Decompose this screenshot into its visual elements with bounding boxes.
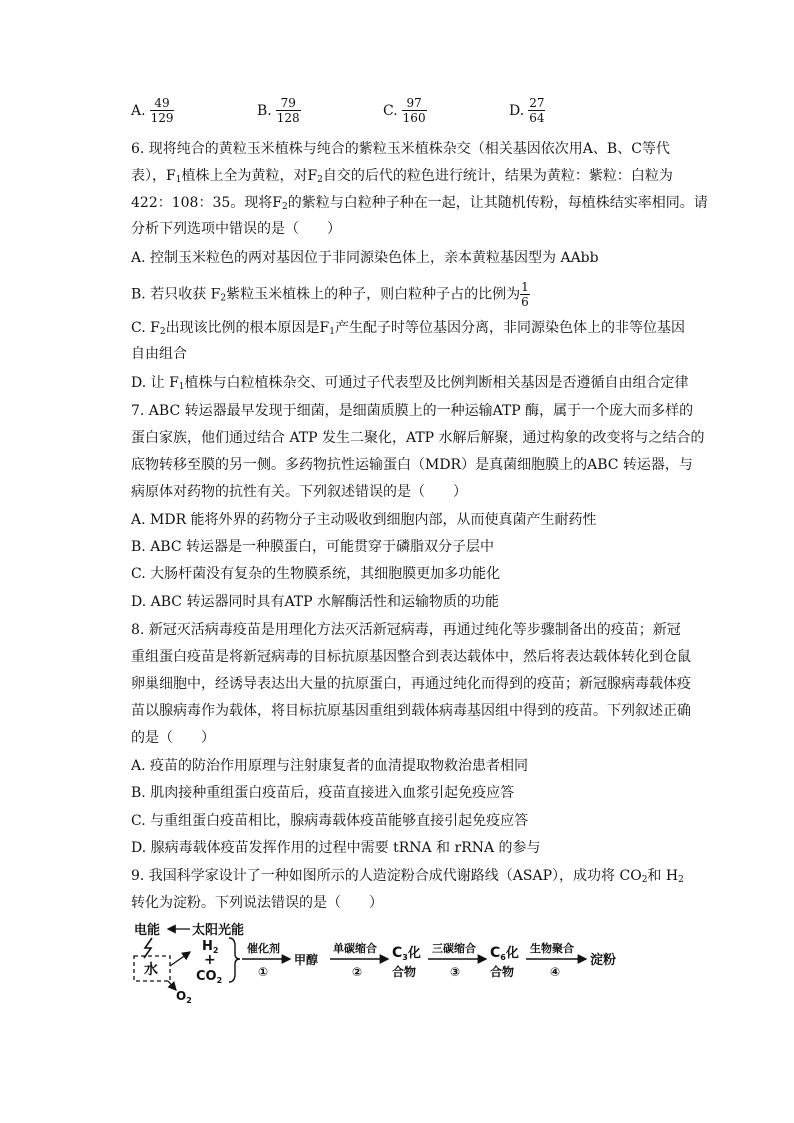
q8-option-a: A. 疫苗的防治作用原理与注射康复者的血清提取物救治患者相同 — [131, 758, 529, 774]
q6-option-d: D. 让 $F_1$植株与白粒植株杂交、可通过子代表型及比例判断相关基因是否遵循自由组合定律 — [131, 375, 689, 392]
q6-option-a: A. 控制玉米粒色的两对基因位于非同源染色体上，亲本黄粒基因型为 AAbb — [131, 250, 599, 266]
brace — [229, 938, 240, 982]
c3-label: $C_3$化 — [392, 945, 421, 962]
step-4-number: ④ — [550, 965, 561, 979]
fraction: $\frac{97}{160}$ — [402, 96, 426, 125]
q8-stem-line: 的是（ ） — [131, 730, 215, 746]
c6-compound-label: 合物 — [490, 965, 515, 979]
q8-stem-line: 苗以腺病毒作为载体，将目标抗原基因重组到载体病毒基因组中得到的疫苗。下列叙述正确 — [131, 703, 691, 719]
three-carbon-condensation-label: 三碳缩合 — [432, 942, 476, 955]
q7-stem-line: 底物转移至膜的另一侧。多药物抗性运输蛋白（MDR）是真菌细胞膜上的ABC 转运器，与 — [131, 457, 693, 473]
c6-label: $C_6$化 — [490, 945, 519, 962]
fraction: $\frac{27}{64}$ — [529, 96, 545, 125]
q8-option-d: D. 腺病毒载体疫苗发挥作用的过程中需要 tRNA 和 rRNA 的参与 — [131, 840, 541, 856]
q9-stem-line: 转化为淀粉。下列说法错误的是（ ） — [131, 895, 383, 911]
q6-option-c-cont: 自由组合 — [131, 346, 187, 362]
water-to-h2-arrow — [170, 952, 190, 966]
step-3-number: ③ — [450, 965, 461, 979]
q7-stem-line: 蛋白家族，他们通过结合 ATP 发生二聚化，ATP 水解后解聚，通过构象的改变将与之结合的 — [131, 430, 705, 446]
biopolymerization-label: 生物聚合 — [530, 942, 574, 955]
c3-compound-label: 合物 — [392, 965, 417, 979]
q7-stem-line: 7. ABC 转运器最早发现于细菌，是细菌质膜上的一种运输ATP 酶，属于一个庞大而多样的 — [131, 403, 694, 419]
water-label: 水 — [144, 962, 158, 978]
q5-option-d: D. $\frac{27}{64}$ — [509, 96, 545, 125]
q6-stem-line: 422：108：35。现将$F_2$的紫粒与白粒种子种在一起，让其随机传粉，每植株结实率相同。请 — [131, 195, 708, 212]
h2-label: $H_2$ — [202, 939, 219, 955]
q8-stem-line: 卵巢细胞中，经诱导表达出大量的抗原蛋白，再通过纯化而得到的疫苗；新冠腺病毒载体疫 — [131, 676, 691, 692]
q7-option-c: C. 大肠杆菌没有复杂的生物膜系统，其细胞膜更加多功能化 — [131, 566, 501, 582]
step-2-number: ② — [352, 965, 363, 979]
single-carbon-condensation-label: 单碳缩合 — [333, 942, 377, 955]
q6-stem-line: 6. 现将纯合的黄粒玉米植株与纯合的紫粒玉米植株杂交（相关基因依次用A、B、C等代 — [131, 141, 670, 157]
water-to-o2-arrow — [168, 981, 176, 990]
q7-option-b: B. ABC 转运器是一种膜蛋白，可能贯穿于磷脂双分子层中 — [131, 539, 495, 555]
electric-energy-label: 电能 — [134, 923, 161, 938]
fraction: $\frac{49}{129}$ — [150, 96, 174, 125]
methanol-label: 甲醇 — [294, 953, 319, 967]
q6-option-b: B. 若只收获 $F_2$紫粒玉米植株上的种子，则白粒种子占的比例为 $\frac{1}{6}$ — [131, 280, 529, 309]
q8-stem-line: 重组蛋白疫苗是将新冠病毒的目标抗原基因整合到表达载体中，然后将表达载体转化到仓鼠 — [131, 649, 691, 665]
step-1-number: ① — [258, 965, 269, 979]
q6-option-c: C. $F_2$出现该比例的根本原因是$F_1$产生配子时等位基因分离，非同源染色体上的非等位基因 — [131, 320, 686, 337]
q6-stem-line: 表），$F_1$植株上全为黄粒，对$F_2$自交的后代的粒色进行统计，结果为黄粒：紫粒：白粒为 — [131, 168, 673, 185]
plus-sign: + — [204, 952, 216, 968]
o2-label: $O_2$ — [176, 989, 192, 1005]
lightning-icon — [144, 938, 152, 958]
q8-option-c: C. 与重组蛋白疫苗相比，腺病毒载体疫苗能够直接引起免疫应答 — [131, 813, 529, 829]
q8-stem-line: 8. 新冠灭活病毒疫苗是用理化方法灭活新冠病毒，再通过纯化等步骤制备出的疫苗；新冠 — [131, 622, 681, 638]
q7-stem-line: 病原体对药物的抗性有关。下列叙述错误的是（ ） — [131, 484, 467, 500]
q5-option-a: A. $\frac{49}{129}$ — [131, 96, 174, 125]
q6-stem-line: 分析下列选项中错误的是（ ） — [131, 221, 341, 237]
q5-option-c: C. $\frac{97}{160}$ — [383, 96, 426, 125]
starch-label: 淀粉 — [590, 953, 617, 968]
solar-energy-label: 太阳光能 — [192, 923, 245, 938]
asap-pathway-diagram — [130, 920, 640, 1005]
q7-option-a: A. MDR 能将外界的药物分子主动吸收到细胞内部，从而使真菌产生耐药性 — [131, 512, 597, 528]
q8-option-b: B. 肌肉接种重组蛋白疫苗后，疫苗直接进入血浆引起免疫应答 — [131, 785, 515, 801]
fraction: $\frac{1}{6}$ — [521, 280, 529, 309]
q7-option-d: D. ABC 转运器同时具有ATP 水解酶活性和运输物质的功能 — [131, 594, 499, 610]
fraction: $\frac{79}{128}$ — [276, 96, 300, 125]
q9-stem-line: 9. 我国科学家设计了一种如图所示的人造淀粉合成代谢路线（ASAP），成功将 $CO_2$和 $H_2$ — [131, 868, 684, 885]
q5-option-b: B. $\frac{79}{128}$ — [257, 96, 300, 125]
co2-label: $CO_2$ — [196, 969, 223, 985]
catalyst-label: 催化剂 — [247, 942, 280, 955]
